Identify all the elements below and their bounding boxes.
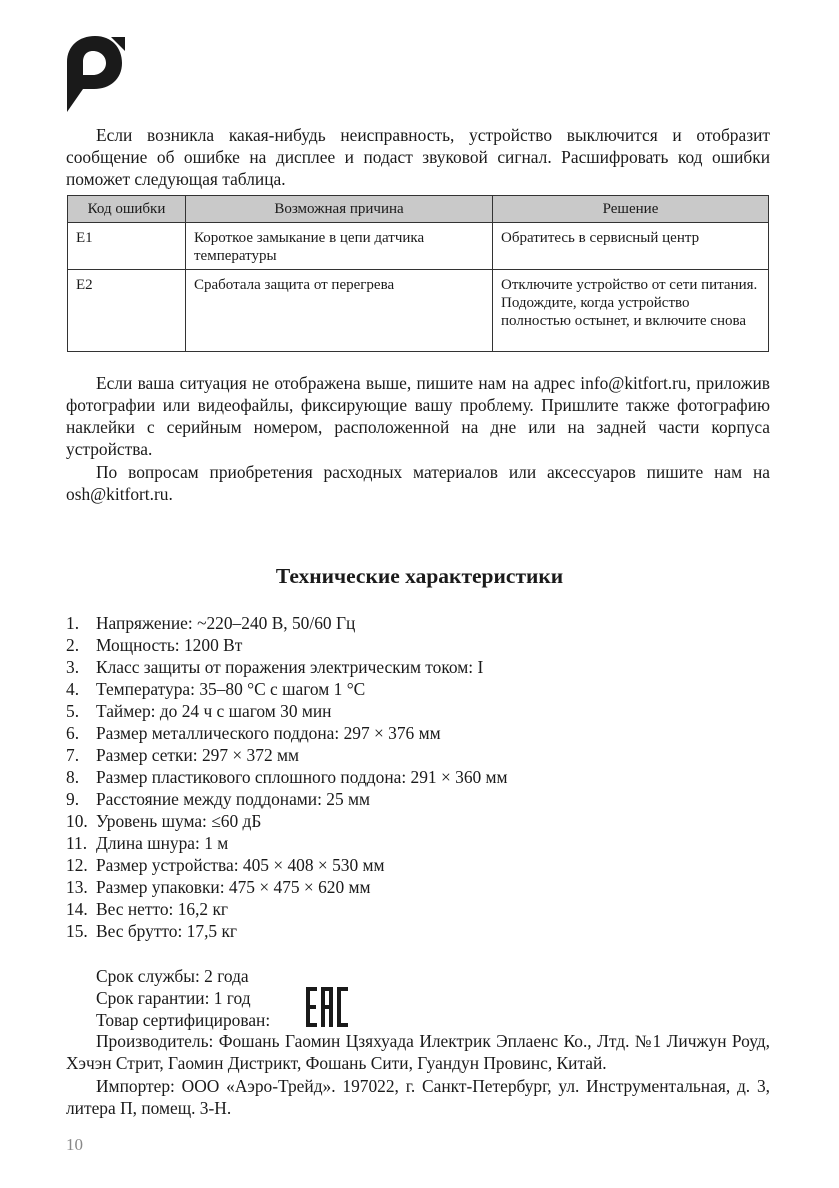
service-life: Срок службы: 2 года <box>96 966 249 986</box>
error-solution-cell: Обратитесь в сервисный центр <box>493 223 769 270</box>
list-item <box>66 612 508 634</box>
list-item <box>66 700 508 722</box>
manufacturer-paragraph: Производитель: Фошань Гаомин Цзяхуада Илектрик Эплаенс Ко., Лтд. №1 Личжун Роуд, Хэчэн Стрит, Гаомин Дистрикт, Фошань Сити, Гуандун Провинс, Китай. <box>66 1031 770 1073</box>
list-item <box>66 634 508 656</box>
list-item <box>66 920 508 942</box>
specs-heading: Технические характеристики <box>275 564 564 588</box>
list-item <box>66 744 508 766</box>
page-number: 10 <box>66 1135 83 1154</box>
list-item <box>66 832 508 854</box>
list-item-text: Температура: 35–80 °С с шагом 1 °С <box>96 679 366 699</box>
error-solution-cell: Отключите устройство от сети питания. Подождите, когда устройство полностью остынет, и включите снова <box>493 270 769 352</box>
table-header-row <box>68 196 769 223</box>
list-item <box>66 678 508 700</box>
list-item-number: 10. <box>66 811 88 831</box>
column-header-solution: Решение <box>493 196 769 223</box>
certification-label: Товар сертифицирован: <box>96 1010 271 1030</box>
list-item-text: Размер упаковки: 475 × 475 × 620 мм <box>96 877 371 897</box>
list-item-number: 4. <box>66 679 80 699</box>
list-item-number: 7. <box>66 745 80 765</box>
list-item <box>66 810 508 832</box>
list-item <box>66 656 508 678</box>
list-item-number: 9. <box>66 789 80 809</box>
list-item-number: 15. <box>66 921 88 941</box>
list-item-text: Класс защиты от поражения электрическим током: I <box>96 657 484 677</box>
list-item-number: 1. <box>66 613 80 633</box>
list-item <box>66 788 508 810</box>
list-item-number: 5. <box>66 701 80 721</box>
list-item-text: Напряжение: ~220–240 В, 50/60 Гц <box>96 613 356 633</box>
list-item-number: 12. <box>66 855 88 875</box>
list-item-text: Размер сетки: 297 × 372 мм <box>96 745 299 765</box>
list-item-number: 13. <box>66 877 88 897</box>
contact-paragraph: Если ваша ситуация не отображена выше, пишите нам на адрес info@kitfort.ru, приложив фотографии или видеофайлы, фиксирующие вашу проблему. Пришлите также фотографию наклейки с серийным номером, расположенной на дне или на задней части корпуса устройства. <box>66 373 770 459</box>
table-row <box>68 270 769 352</box>
intro-paragraph: Если возникла какая-нибудь неисправность, устройство выключится и отобразит сообщение об ошибке на дисплее и подаст звуковой сигнал. Расшифровать код ошибки поможет следующая таблица. <box>66 125 770 189</box>
list-item <box>66 766 508 788</box>
list-item-text: Размер устройства: 405 × 408 × 530 мм <box>96 855 385 875</box>
list-item-number: 6. <box>66 723 80 743</box>
warranty-period: Срок гарантии: 1 год <box>96 988 251 1008</box>
list-item-number: 8. <box>66 767 80 787</box>
list-item-text: Таймер: до 24 ч с шагом 30 мин <box>96 701 332 721</box>
list-item-text: Мощность: 1200 Вт <box>96 635 243 655</box>
specs-list <box>66 612 508 942</box>
column-header-code: Код ошибки <box>68 196 186 223</box>
list-item-text: Расстояние между поддонами: 25 мм <box>96 789 371 809</box>
list-item-text: Длина шнура: 1 м <box>96 833 229 853</box>
list-item-text: Размер металлического поддона: 297 × 376 мм <box>96 723 441 743</box>
list-item <box>66 876 508 898</box>
list-item <box>66 854 508 876</box>
list-item-text: Уровень шума: ≤60 дБ <box>96 811 262 831</box>
importer-paragraph: Импортер: ООО «Аэро-Трейд». 197022, г. Санкт-Петербург, ул. Инструментальная, д. 3, литера П, помещ. 3-Н. <box>66 1076 770 1118</box>
error-code-cell: E1 <box>68 223 186 270</box>
error-code-table <box>67 195 769 352</box>
kitfort-logo-icon <box>66 34 126 112</box>
list-item <box>66 722 508 744</box>
error-code-cell: E2 <box>68 270 186 352</box>
accessories-paragraph: По вопросам приобретения расходных материалов или аксессуаров пишите нам на osh@kitfort.ru. <box>66 462 770 504</box>
table-row <box>68 223 769 270</box>
list-item-text: Вес нетто: 16,2 кг <box>96 899 229 919</box>
error-cause-cell: Сработала защита от перегрева <box>186 270 493 352</box>
list-item-number: 14. <box>66 899 88 919</box>
list-item <box>66 898 508 920</box>
list-item-text: Размер пластикового сплошного поддона: 291 × 360 мм <box>96 767 508 787</box>
list-item-number: 3. <box>66 657 80 677</box>
list-item-text: Вес брутто: 17,5 кг <box>96 921 238 941</box>
list-item-number: 2. <box>66 635 80 655</box>
error-cause-cell: Короткое замыкание в цепи датчика температуры <box>186 223 493 270</box>
column-header-cause: Возможная причина <box>186 196 493 223</box>
eac-mark-icon <box>305 987 349 1027</box>
list-item-number: 11. <box>66 833 88 853</box>
